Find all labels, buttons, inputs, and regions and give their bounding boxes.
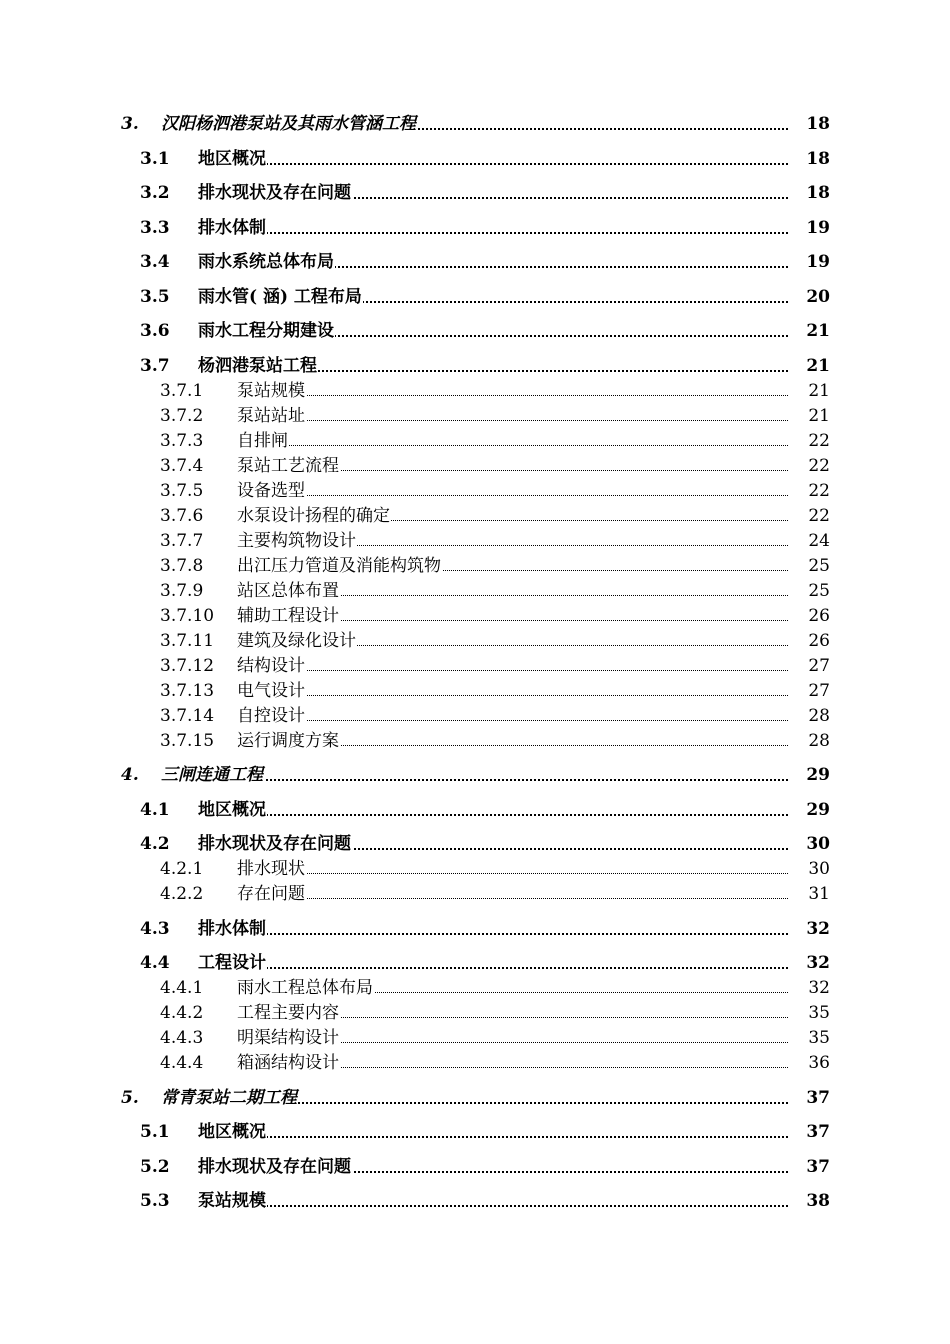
toc-entry-title-with-leader	[198, 1189, 788, 1213]
toc-entry-title-with-leader	[198, 354, 788, 378]
toc-entry[interactable]	[0, 216, 950, 240]
toc-entry-title-with-leader	[198, 1155, 788, 1179]
toc-entry[interactable]	[0, 654, 950, 678]
toc-entry-page-number: 30	[808, 859, 830, 879]
toc-entry[interactable]	[0, 704, 950, 728]
toc-entry-number: 3.7.11	[160, 630, 215, 651]
toc-entry-page-number: 30	[806, 834, 830, 854]
toc-entry-title-with-leader	[237, 1026, 788, 1050]
toc-entry-title: 泵站规模	[198, 1191, 266, 1211]
toc-entry[interactable]	[0, 1026, 950, 1050]
toc-entry-page-number: 18	[806, 114, 830, 134]
toc-entry-number: 3.	[121, 114, 139, 134]
toc-entry-number: 3.4	[140, 252, 170, 272]
toc-entry-title-with-leader	[198, 832, 788, 856]
toc-entry-page-number: 36	[808, 1053, 830, 1073]
toc-entry-title-with-leader	[237, 504, 788, 528]
toc-entry-title: 雨水工程分期建设	[198, 321, 334, 341]
toc-entry-title: 电气设计	[237, 680, 305, 701]
toc-entry-number: 3.7.14	[160, 705, 215, 726]
toc-entry-title: 泵站站址	[237, 405, 305, 426]
toc-entry-page-number: 19	[806, 217, 830, 238]
toc-entry-page-number: 21	[808, 380, 830, 401]
toc-entry-title: 设备选型	[237, 480, 305, 501]
toc-entry-page-number: 37	[806, 1122, 830, 1142]
toc-entry-page-number: 29	[806, 765, 830, 785]
toc-entry-title: 排水现状及存在问题	[198, 1156, 351, 1177]
toc-entry[interactable]	[0, 554, 950, 578]
toc-entry-page-number: 37	[806, 1087, 830, 1108]
toc-entry-page-number: 32	[806, 953, 830, 973]
toc-entry-number: 3.2	[140, 183, 170, 203]
toc-entry[interactable]	[0, 504, 950, 528]
toc-entry-title-with-leader	[237, 679, 788, 703]
toc-entry-number: 3.7.8	[160, 555, 204, 576]
dot-leader	[198, 1136, 788, 1138]
toc-entry-title-with-leader	[237, 976, 788, 1000]
toc-entry-number: 3.7.5	[160, 480, 204, 501]
toc-entry[interactable]	[0, 454, 950, 478]
toc-entry-title: 明渠结构设计	[237, 1028, 339, 1048]
toc-entry-title-with-leader	[237, 704, 788, 728]
toc-entry-page-number: 35	[808, 1028, 830, 1048]
toc-entry[interactable]	[0, 529, 950, 553]
toc-entry-title: 泵站工艺流程	[237, 455, 339, 476]
toc-entry-number: 3.7.9	[160, 580, 204, 601]
toc-entry[interactable]	[0, 319, 950, 343]
dot-leader	[237, 395, 788, 396]
toc-entry[interactable]	[0, 147, 950, 171]
toc-entry-number: 3.7.7	[160, 530, 204, 551]
toc-entry-title: 工程主要内容	[237, 1003, 339, 1023]
toc-entry-number: 4.2	[140, 834, 170, 854]
toc-entry-page-number: 27	[808, 655, 830, 676]
toc-entry-title-with-leader	[237, 604, 788, 628]
toc-entry-number: 3.7.13	[160, 680, 215, 701]
toc-entry[interactable]	[0, 181, 950, 205]
toc-entry-page-number: 28	[808, 705, 830, 726]
toc-entry-title: 自排闸	[237, 430, 288, 451]
toc-entry-page-number: 37	[806, 1156, 830, 1177]
toc-entry-title-with-leader	[198, 181, 788, 205]
toc-entry-page-number: 26	[808, 605, 830, 626]
toc-entry-title-with-leader	[198, 285, 788, 309]
toc-entry-page-number: 18	[806, 148, 830, 169]
toc-entry-number: 3.7	[140, 355, 170, 376]
toc-entry-page-number: 22	[808, 480, 830, 501]
toc-entry[interactable]	[0, 404, 950, 428]
toc-entry[interactable]	[0, 112, 950, 136]
toc-entry-page-number: 26	[808, 630, 830, 651]
toc-entry-number: 4.2.1	[160, 859, 204, 879]
toc-entry-title: 运行调度方案	[237, 730, 339, 751]
toc-entry[interactable]	[0, 1189, 950, 1213]
toc-entry-title-with-leader	[237, 454, 788, 478]
toc-entry-number: 4.3	[140, 918, 170, 939]
toc-entry-title-with-leader	[237, 529, 788, 553]
toc-entry-page-number: 20	[806, 286, 830, 307]
toc-entry[interactable]	[0, 729, 950, 753]
toc-entry[interactable]	[0, 917, 950, 941]
toc-entry-title: 常青泵站二期工程	[161, 1087, 297, 1108]
toc-entry[interactable]	[0, 1086, 950, 1110]
toc-entry-page-number: 25	[808, 555, 830, 576]
dot-leader	[198, 1205, 788, 1207]
toc-entry-title-with-leader	[198, 798, 788, 822]
toc-entry-title-with-leader	[237, 429, 788, 453]
toc-entry-title-with-leader	[198, 1120, 788, 1144]
toc-entry-title: 工程设计	[198, 953, 266, 973]
toc-entry-page-number: 19	[806, 252, 830, 272]
dot-leader	[237, 873, 788, 874]
toc-entry-page-number: 21	[806, 355, 830, 376]
toc-entry-title: 排水现状及存在问题	[198, 834, 351, 854]
dot-leader	[198, 163, 788, 165]
dot-leader	[198, 232, 788, 234]
toc-entry-page-number: 22	[808, 455, 830, 476]
toc-entry-title: 雨水工程总体布局	[237, 978, 373, 998]
toc-entry-page-number: 21	[806, 321, 830, 341]
toc-entry-title-with-leader	[198, 216, 788, 240]
toc-entry-title-with-leader	[198, 147, 788, 171]
toc-entry-title: 地区概况	[198, 148, 266, 169]
toc-entry[interactable]	[0, 579, 950, 603]
toc-entry[interactable]	[0, 354, 950, 378]
toc-entry-page-number: 32	[808, 978, 830, 998]
toc-entry-title-with-leader	[237, 729, 788, 753]
toc-entry-number: 3.7.10	[160, 605, 215, 626]
toc-entry-page-number: 21	[808, 405, 830, 426]
toc-entry-title-with-leader	[198, 917, 788, 941]
toc-entry-title-with-leader	[237, 404, 788, 428]
toc-entry-title-with-leader	[198, 319, 788, 343]
toc-entry[interactable]	[0, 1120, 950, 1144]
toc-entry[interactable]	[0, 604, 950, 628]
toc-entry-title-with-leader	[161, 112, 788, 136]
toc-entry[interactable]	[0, 857, 950, 881]
toc-entry-number: 4.4.3	[160, 1028, 204, 1048]
toc-entry-page-number: 31	[808, 884, 830, 904]
toc-entry-title-with-leader	[237, 654, 788, 678]
toc-entry-title: 存在问题	[237, 884, 305, 904]
toc-entry-title: 排水现状及存在问题	[198, 183, 351, 203]
toc-entry-title: 建筑及绿化设计	[237, 630, 356, 651]
toc-entry-page-number: 25	[808, 580, 830, 601]
toc-entry[interactable]	[0, 951, 950, 975]
toc-entry[interactable]	[0, 763, 950, 787]
toc-entry[interactable]	[0, 479, 950, 503]
dot-leader	[198, 814, 788, 816]
toc-entry-title: 雨水管( 涵) 工程布局	[198, 286, 362, 307]
toc-entry-title: 杨泗港泵站工程	[198, 355, 317, 376]
toc-entry-title-with-leader	[161, 1086, 788, 1110]
toc-entry-number: 3.7.3	[160, 430, 204, 451]
toc-entry-title: 主要构筑物设计	[237, 530, 356, 551]
toc-entry-number: 3.7.15	[160, 730, 215, 751]
dot-leader	[237, 670, 788, 671]
toc-entry-title: 出江压力管道及消能构筑物	[237, 555, 441, 576]
toc-entry-page-number: 29	[806, 799, 830, 820]
toc-entry-page-number: 22	[808, 505, 830, 526]
dot-leader	[237, 495, 788, 496]
toc-entry-number: 3.7.12	[160, 655, 215, 676]
toc-entry-title: 排水体制	[198, 217, 266, 238]
toc-entry-number: 3.7.6	[160, 505, 204, 526]
toc-entry-title-with-leader	[237, 857, 788, 881]
toc-entry-number: 4.2.2	[160, 884, 204, 904]
toc-entry[interactable]	[0, 882, 950, 906]
toc-entry-page-number: 18	[806, 183, 830, 203]
toc-entry-page-number: 27	[808, 680, 830, 701]
toc-entry-page-number: 35	[808, 1003, 830, 1023]
toc-entry[interactable]	[0, 1155, 950, 1179]
toc-entry-title: 地区概况	[198, 1122, 266, 1142]
toc-entry-page-number: 22	[808, 430, 830, 451]
toc-entry-title-with-leader	[198, 250, 788, 274]
toc-entry[interactable]	[0, 285, 950, 309]
toc-entry-title: 结构设计	[237, 655, 305, 676]
dot-leader	[198, 933, 788, 935]
toc-entry[interactable]	[0, 679, 950, 703]
toc-entry-page-number: 38	[806, 1191, 830, 1211]
toc-entry[interactable]	[0, 832, 950, 856]
toc-entry-number: 3.5	[140, 286, 170, 307]
toc-entry-title-with-leader	[237, 579, 788, 603]
toc-entry-title: 排水现状	[237, 859, 305, 879]
toc-entry-title-with-leader	[237, 554, 788, 578]
toc-entry[interactable]	[0, 1051, 950, 1075]
toc-entry-number: 4.4	[140, 953, 170, 973]
toc-entry[interactable]	[0, 976, 950, 1000]
toc-entry-title: 三闸连通工程	[161, 765, 263, 785]
toc-entry[interactable]	[0, 798, 950, 822]
toc-entry-title: 箱涵结构设计	[237, 1053, 339, 1073]
toc-entry-title: 站区总体布置	[237, 580, 339, 601]
toc-entry-number: 5.3	[140, 1191, 170, 1211]
toc-entry-number: 5.2	[140, 1156, 170, 1177]
toc-entry-title-with-leader	[237, 1051, 788, 1075]
toc-entry-title: 水泵设计扬程的确定	[237, 505, 390, 526]
toc-entry-number: 4.	[121, 765, 139, 785]
toc-entry-number: 4.1	[140, 799, 170, 820]
toc-entry-title-with-leader	[237, 1001, 788, 1025]
toc-entry[interactable]	[0, 1001, 950, 1025]
toc-entry-number: 3.6	[140, 321, 170, 341]
dot-leader	[237, 695, 788, 696]
toc-entry-title-with-leader	[237, 629, 788, 653]
dot-leader	[237, 720, 788, 721]
toc-entry-title-with-leader	[161, 763, 788, 787]
toc-entry-page-number: 24	[808, 530, 830, 551]
toc-entry-title: 雨水系统总体布局	[198, 252, 334, 272]
toc-entry-number: 4.4.2	[160, 1003, 204, 1023]
toc-entry-number: 5.1	[140, 1122, 170, 1142]
toc-entry-title: 汉阳杨泗港泵站及其雨水管涵工程	[161, 114, 416, 134]
toc-entry[interactable]	[0, 250, 950, 274]
toc-entry-title-with-leader	[237, 379, 788, 403]
toc-entry-title: 地区概况	[198, 799, 266, 820]
toc-entry-number: 3.7.4	[160, 455, 204, 476]
dot-leader	[237, 898, 788, 899]
toc-entry[interactable]	[0, 379, 950, 403]
toc-entry-number: 3.7.1	[160, 380, 204, 401]
toc-entry[interactable]	[0, 629, 950, 653]
toc-entry-number: 3.7.2	[160, 405, 204, 426]
toc-entry-number: 4.4.1	[160, 978, 204, 998]
toc-entry-number: 3.1	[140, 148, 170, 169]
toc-entry-number: 4.4.4	[160, 1053, 204, 1073]
toc-entry-title: 泵站规模	[237, 380, 305, 401]
toc-entry-title: 排水体制	[198, 918, 266, 939]
toc-entry-number: 5.	[121, 1087, 139, 1108]
toc-entry-title-with-leader	[237, 479, 788, 503]
toc-entry-number: 3.3	[140, 217, 170, 238]
toc-entry-title-with-leader	[198, 951, 788, 975]
toc-entry[interactable]	[0, 429, 950, 453]
toc-entry-title: 自控设计	[237, 705, 305, 726]
toc-entry-page-number: 28	[808, 730, 830, 751]
dot-leader	[237, 445, 788, 446]
dot-leader	[237, 420, 788, 421]
dot-leader	[198, 967, 788, 969]
toc-entry-title-with-leader	[237, 882, 788, 906]
toc-entry-title: 辅助工程设计	[237, 605, 339, 626]
toc-entry-page-number: 32	[806, 918, 830, 939]
